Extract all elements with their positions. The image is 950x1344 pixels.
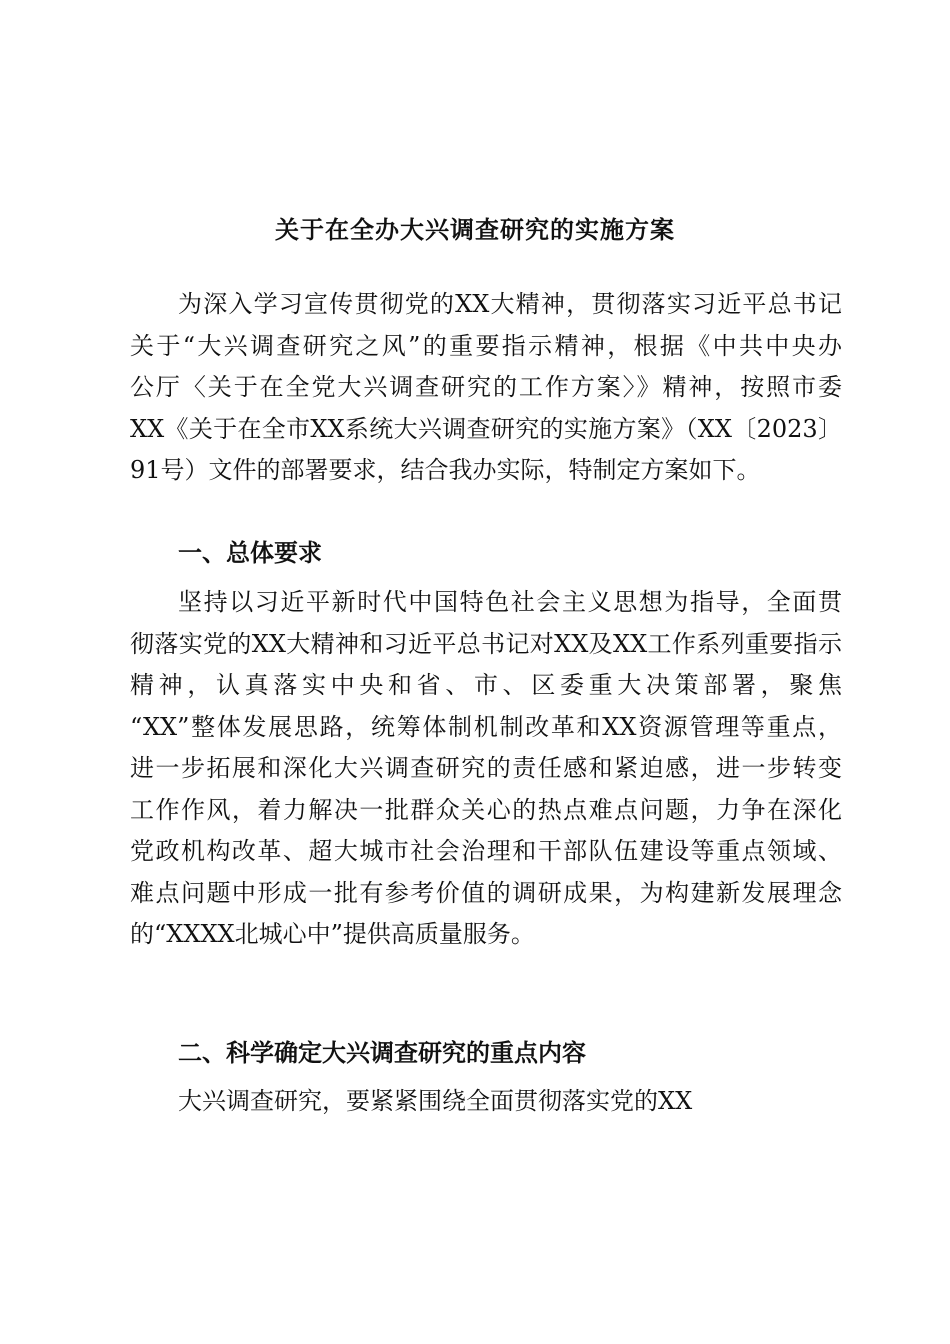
section2-paragraph [130, 1081, 842, 1123]
text-line: 关于“大兴调查研究之风”的重要指示精神，根据《中共中央办 [130, 331, 842, 360]
text-line: 党政机构改革、超大城市社会治理和干部队伍建设等重点领域、 [130, 837, 842, 865]
text-line: 大兴调查研究，要紧紧围绕全面贯彻落实党的XX [178, 1087, 693, 1115]
text-line: 精神，认真落实中央和省、市、区委重大决策部署，聚焦 [130, 671, 842, 699]
section-heading-2: 二、科学确定大兴调查研究的重点内容 [178, 1038, 586, 1067]
section1-paragraph [130, 582, 842, 956]
document-title: 关于在全办大兴调查研究的实施方案 [275, 215, 675, 244]
section-heading-1: 一、总体要求 [178, 538, 322, 567]
text-line: 工作作风，着力解决一批群众关心的热点难点问题，力争在深化 [130, 795, 842, 824]
text-line: 91号）文件的部署要求，结合我办实际，特制定方案如下。 [130, 456, 761, 484]
text-line: 为深入学习宣传贯彻党的XX大精神，贯彻落实习近平总书记 [178, 290, 842, 318]
text-line: 的“XXXX北城心中”提供高质量服务。 [130, 920, 535, 948]
text-line: 进一步拓展和深化大兴调查研究的责任感和紧迫感，进一步转变 [130, 754, 842, 782]
text-line: 公厅〈关于在全党大兴调查研究的工作方案〉》精神，按照市委 [130, 373, 842, 401]
text-line: XX《关于在全市XX系统大兴调查研究的实施方案》（XX〔2023〕 [130, 414, 842, 443]
text-line: 坚持以习近平新时代中国特色社会主义思想为指导，全面贯 [178, 588, 842, 616]
text-line: 彻落实党的XX大精神和习近平总书记对XX及XX工作系列重要指示 [130, 629, 842, 658]
intro-paragraph [130, 284, 842, 492]
text-line: 难点问题中形成一批有参考价值的调研成果，为构建新发展理念 [130, 878, 842, 907]
text-line: “XX”整体发展思路，统筹体制机制改革和XX资源管理等重点， [130, 712, 842, 741]
